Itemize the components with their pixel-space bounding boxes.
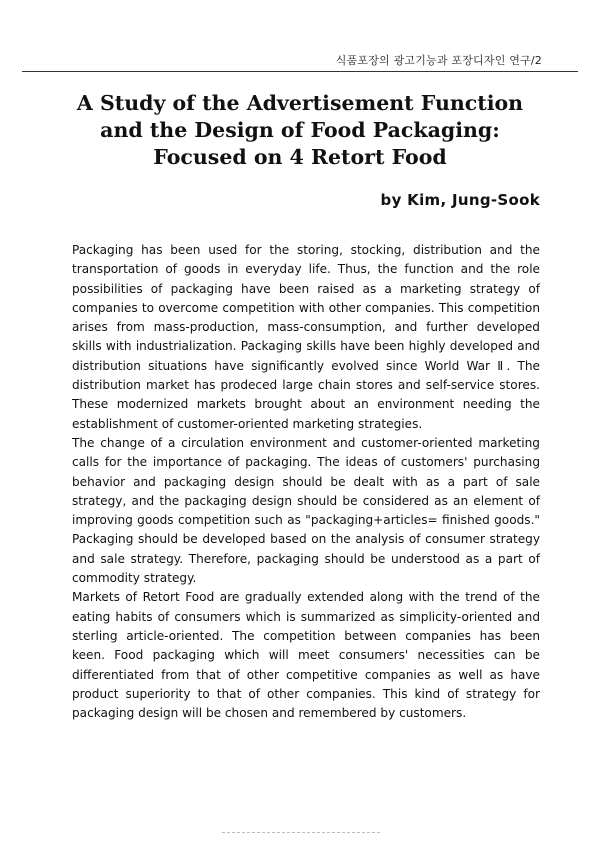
paragraph-2: The change of a circulation environment and customer-oriented marketing calls for the importance of packaging. The ideas of customers' purchasing behavior and packaging design should be dealt with as a part of sale strategy, and the packaging design should be considered as an element of improving goods competition such as "packaging+articles= finished goods." Packaging should be developed based on the analysis of consumer strategy and sale strategy. Therefore, packaging should be understood as a part of commodity strategy. [72, 435, 540, 586]
abstract-body [72, 241, 540, 723]
title-line-1: A Study of the Advertisement Function [76, 91, 524, 115]
running-header: 식품포장의 광고기능과 포장디자인 연구/2 [335, 54, 542, 67]
header-rule [22, 71, 578, 72]
title-line-2: and the Design of Food Packaging: [100, 118, 500, 142]
footer-divider [222, 832, 380, 833]
paragraph-3: Markets of Retort Food are gradually extended along with the trend of the eating habits of consumers which is summarized as simplicity-oriented and sterling article-oriented. The competition between companies has been keen. Food packaging which will meet consumers' necessities can be differentiated from that of other competitive companies as well as have product superiority to that of other companies. This kind of strategy for packaging design will be chosen and remembered by customers. [72, 590, 540, 721]
title-line-3: Focused on 4 Retort Food [153, 145, 447, 169]
author-line: by Kim, Jung-Sook [380, 191, 540, 209]
paragraph-1: Packaging has been used for the storing, stocking, distribution and the transportation of goods in everyday life. Thus, the function and the role possibilities of packaging have been raised as a marketing strategy of companies to overcome competition with other companies. This competition arises from mass-production, mass-consumption, and further developed skills with industrialization. Packaging skills have been highly developed and distribution situations have significantly evolved since World War Ⅱ. The distribution market has prodeced large chain stores and self-service stores. These modernized markets brought about an environment needing the establishment of customer-oriented marketing strategies. [72, 243, 540, 431]
paper-title [40, 90, 560, 171]
